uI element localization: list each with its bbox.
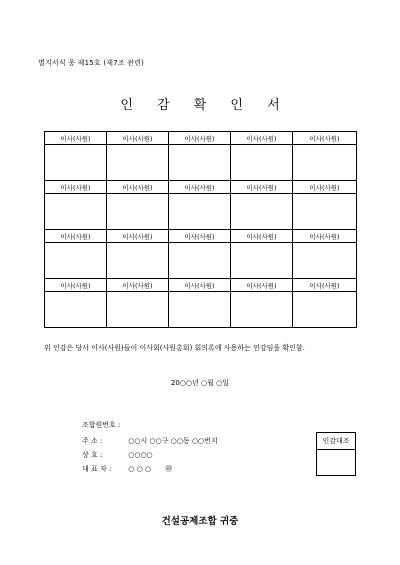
director-label-cell: 이사(사원) (231, 132, 293, 145)
grid-header-row (45, 132, 357, 145)
director-label-cell: 이사(사원) (107, 132, 169, 145)
representative-value: ○ ○ ○ (128, 465, 152, 473)
grid-seal-row (45, 145, 357, 181)
document-title: 인 감 확 인 서 (120, 98, 290, 113)
seal-impression-cell (293, 243, 357, 279)
director-label-cell: 이사(사원) (107, 181, 169, 194)
director-label-cell: 이사(사원) (45, 181, 107, 194)
seal-impression-cell (107, 292, 169, 328)
address-label: 주 소 : (82, 437, 103, 445)
director-label-cell: 이사(사원) (45, 230, 107, 243)
director-label-cell: 이사(사원) (231, 279, 293, 292)
seal-impression-cell (169, 243, 231, 279)
director-label-cell: 이사(사원) (107, 279, 169, 292)
seal-impression-cell (293, 292, 357, 328)
director-label-cell: 이사(사원) (293, 181, 357, 194)
seal-impression-cell (293, 145, 357, 181)
seal-impression-cell (169, 145, 231, 181)
director-label-cell: 이사(사원) (293, 230, 357, 243)
representative-seal-mark: ㊞ (165, 465, 173, 473)
director-label-cell: 이사(사원) (169, 279, 231, 292)
grid-header-row (45, 230, 357, 243)
company-label: 상 호 : (82, 451, 103, 459)
union-number-label: 조합원번호 : (82, 421, 121, 429)
grid-seal-row (45, 292, 357, 328)
seal-impression-cell (107, 194, 169, 230)
issue-date: 20○○년 ○월 ○일 (170, 379, 230, 387)
company-value: ○○○○ (128, 451, 153, 459)
representative-row (82, 464, 172, 474)
union-number-row (82, 420, 120, 430)
seal-impression-cell (45, 292, 107, 328)
seal-grid (44, 131, 357, 328)
grid-seal-row (45, 243, 357, 279)
director-label-cell: 이사(사원) (45, 279, 107, 292)
representative-label: 대 표 자 : (82, 465, 112, 473)
director-label-cell: 이사(사원) (107, 230, 169, 243)
director-label-cell: 이사(사원) (293, 132, 357, 145)
seal-impression-cell (293, 194, 357, 230)
company-row (82, 450, 153, 460)
seal-impression-cell (231, 243, 293, 279)
director-label-cell: 이사(사원) (169, 230, 231, 243)
confirmation-text: 위 인감은 당사 이사(사원)들이 이사회(사원총회) 회의록에 사용하는 인감임을 확인함. (44, 344, 305, 352)
director-label-cell: 이사(사원) (169, 181, 231, 194)
seal-impression-cell (45, 243, 107, 279)
grid-header-row (45, 181, 357, 194)
seal-impression-cell (107, 145, 169, 181)
seal-impression-cell (231, 145, 293, 181)
seal-impression-cell (107, 243, 169, 279)
address-row (82, 436, 218, 446)
seal-impression-cell (169, 194, 231, 230)
seal-impression-cell (45, 145, 107, 181)
seal-impression-cell (231, 292, 293, 328)
seal-impression-cell (45, 194, 107, 230)
seal-impression-cell (231, 194, 293, 230)
form-reference: 별지서식 웅 제15호 (제7조 관련) (38, 59, 145, 67)
director-label-cell: 이사(사원) (293, 279, 357, 292)
address-value: ○○시 ○○구 ○○동 ○○번지 (128, 437, 218, 445)
recipient: 건설공제조합 귀중 (161, 516, 239, 527)
seal-comparison-box (316, 432, 356, 476)
director-label-cell: 이사(사원) (169, 132, 231, 145)
grid-header-row (45, 279, 357, 292)
grid-seal-row (45, 194, 357, 230)
seal-comparison-label: 인감대조 (317, 433, 355, 450)
director-label-cell: 이사(사원) (231, 181, 293, 194)
director-label-cell: 이사(사원) (231, 230, 293, 243)
director-label-cell: 이사(사원) (45, 132, 107, 145)
seal-impression-cell (169, 292, 231, 328)
